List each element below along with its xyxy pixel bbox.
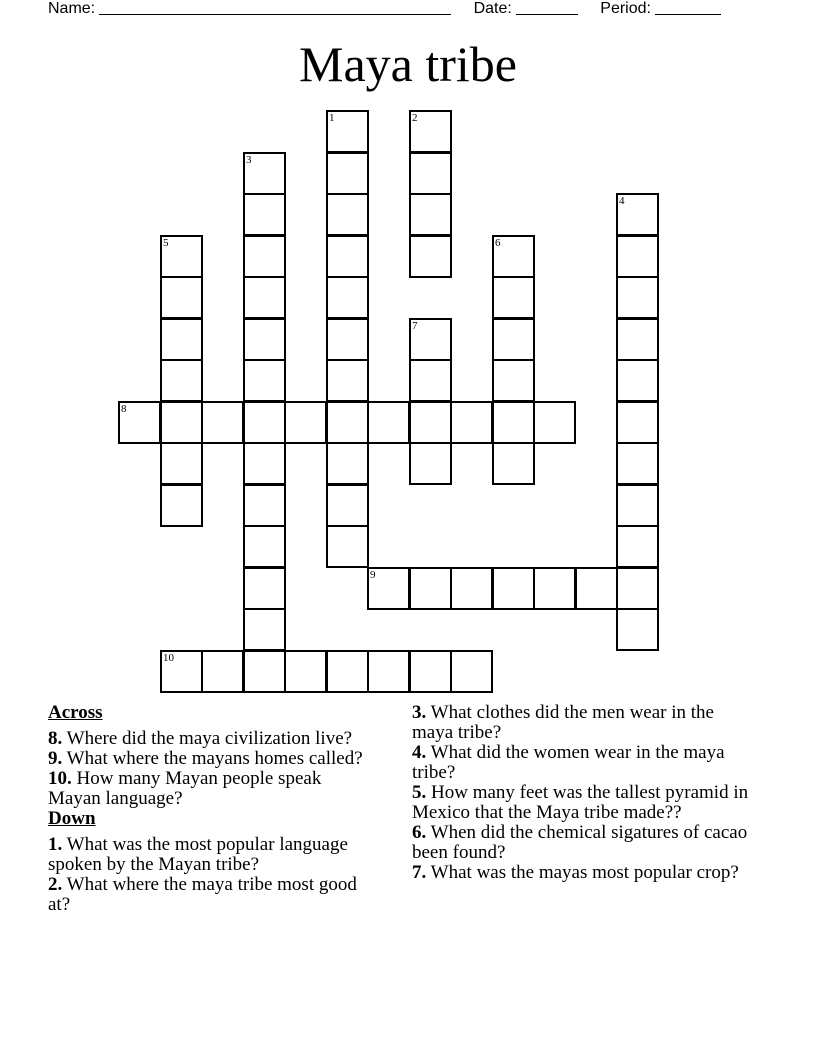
clue-down-1 xyxy=(48,835,368,875)
crossword-cell[interactable] xyxy=(492,567,535,610)
crossword-cell[interactable] xyxy=(118,401,161,444)
crossword-cell[interactable] xyxy=(326,318,369,361)
crossword-cell[interactable] xyxy=(284,401,327,444)
clue-across-9 xyxy=(48,749,368,769)
clue-text: What was the most popular language spoken by the Mayan tribe? xyxy=(48,834,348,875)
crossword-cell[interactable] xyxy=(616,401,659,444)
clue-text: Where did the maya civilization live? xyxy=(66,728,353,749)
clue-number: 9. xyxy=(48,748,63,769)
clue-number: 6. xyxy=(412,822,427,843)
crossword-cell[interactable] xyxy=(326,650,369,693)
crossword-cell[interactable] xyxy=(616,318,659,361)
clue-text: When did the chemical sigatures of cacao been found? xyxy=(412,822,748,863)
clue-text: How many Mayan people speak Mayan language? xyxy=(48,768,322,809)
clue-number: 1. xyxy=(48,834,63,855)
clue-number-label: 5 xyxy=(163,237,169,249)
crossword-cell[interactable] xyxy=(409,318,452,361)
crossword-cell[interactable] xyxy=(616,442,659,485)
crossword-cell[interactable] xyxy=(492,442,535,485)
crossword-cell[interactable] xyxy=(492,276,535,319)
crossword-cell[interactable] xyxy=(450,401,493,444)
clue-down-3 xyxy=(412,703,752,743)
crossword-cell[interactable] xyxy=(492,318,535,361)
crossword-cell[interactable] xyxy=(326,359,369,402)
crossword-cell[interactable] xyxy=(160,359,203,402)
clues-right-column xyxy=(412,703,752,883)
crossword-cell[interactable] xyxy=(243,567,286,610)
clue-down-7 xyxy=(412,863,752,883)
crossword-cell[interactable] xyxy=(326,193,369,236)
crossword-cell[interactable] xyxy=(326,276,369,319)
crossword-cell[interactable] xyxy=(409,650,452,693)
crossword-cell[interactable] xyxy=(409,359,452,402)
clue-number: 10. xyxy=(48,768,72,789)
clue-down-6 xyxy=(412,823,752,863)
clue-text: How many feet was the tallest pyramid in Mexico that the Maya tribe made?? xyxy=(412,782,749,823)
clue-down-4 xyxy=(412,743,752,783)
crossword-cell[interactable] xyxy=(409,442,452,485)
clue-number-label: 10 xyxy=(163,652,174,664)
crossword-cell[interactable] xyxy=(243,359,286,402)
crossword-cell[interactable] xyxy=(160,442,203,485)
crossword-cell[interactable] xyxy=(160,484,203,527)
crossword-cell[interactable] xyxy=(409,401,452,444)
crossword-cell[interactable] xyxy=(616,193,659,236)
clue-number: 8. xyxy=(48,728,63,749)
crossword-cell[interactable] xyxy=(492,401,535,444)
crossword-cell[interactable] xyxy=(243,276,286,319)
crossword-cell[interactable] xyxy=(243,608,286,651)
clue-number-label: 9 xyxy=(370,569,376,581)
crossword-cell[interactable] xyxy=(326,442,369,485)
clue-number: 7. xyxy=(412,862,427,883)
crossword-cell[interactable] xyxy=(160,235,203,278)
crossword-cell[interactable] xyxy=(326,484,369,527)
crossword-cell[interactable] xyxy=(243,152,286,195)
crossword-cell[interactable] xyxy=(409,152,452,195)
clue-number-label: 7 xyxy=(412,320,418,332)
clue-text: What where the maya tribe most good at? xyxy=(48,874,357,915)
crossword-cell[interactable] xyxy=(450,650,493,693)
clue-number-label: 4 xyxy=(619,195,625,207)
crossword-cell[interactable] xyxy=(367,650,410,693)
clue-number: 5. xyxy=(412,782,427,803)
crossword-cell[interactable] xyxy=(160,650,203,693)
crossword-cell[interactable] xyxy=(284,650,327,693)
clue-across-10 xyxy=(48,769,368,809)
crossword-cell[interactable] xyxy=(326,110,369,153)
clue-number-label: 8 xyxy=(121,403,127,415)
crossword-cell[interactable] xyxy=(492,359,535,402)
crossword-cell[interactable] xyxy=(243,650,286,693)
crossword-cell[interactable] xyxy=(160,401,203,444)
clue-number-label: 6 xyxy=(495,237,501,249)
page-title: Maya tribe xyxy=(299,36,517,92)
crossword-cell[interactable] xyxy=(243,401,286,444)
crossword-cell[interactable] xyxy=(326,401,369,444)
crossword-cell[interactable] xyxy=(616,567,659,610)
period-label: Period: xyxy=(600,0,651,17)
crossword-cell[interactable] xyxy=(243,193,286,236)
crossword-cell[interactable] xyxy=(616,276,659,319)
crossword-cell[interactable] xyxy=(450,567,493,610)
crossword-cell[interactable] xyxy=(367,401,410,444)
down-heading: Down xyxy=(48,808,96,829)
crossword-cell[interactable] xyxy=(326,152,369,195)
crossword-cell[interactable] xyxy=(616,235,659,278)
crossword-cell[interactable] xyxy=(616,525,659,568)
crossword-cell[interactable] xyxy=(533,567,576,610)
crossword-cell[interactable] xyxy=(367,567,410,610)
clues-left-column xyxy=(48,703,368,915)
clue-number-label: 1 xyxy=(329,112,335,124)
crossword-cell[interactable] xyxy=(533,401,576,444)
crossword-cell[interactable] xyxy=(243,442,286,485)
name-label: Name: xyxy=(48,0,96,17)
across-heading: Across xyxy=(48,702,103,723)
clue-number: 2. xyxy=(48,874,63,895)
clue-text: What was the mayas most popular crop? xyxy=(430,862,739,883)
crossword-cell[interactable] xyxy=(243,318,286,361)
crossword-cell[interactable] xyxy=(616,359,659,402)
crossword-cell[interactable] xyxy=(492,235,535,278)
clue-across-8 xyxy=(48,729,368,749)
crossword-cell[interactable] xyxy=(409,235,452,278)
crossword-cell[interactable] xyxy=(616,484,659,527)
crossword-cell[interactable] xyxy=(160,276,203,319)
date-label: Date: xyxy=(473,0,512,17)
crossword-cell[interactable] xyxy=(160,318,203,361)
clue-number: 4. xyxy=(412,742,427,763)
crossword-cell[interactable] xyxy=(409,567,452,610)
crossword-cell[interactable] xyxy=(616,608,659,651)
crossword-cell[interactable] xyxy=(326,235,369,278)
crossword-cell[interactable] xyxy=(243,235,286,278)
crossword-cell[interactable] xyxy=(575,567,618,610)
crossword-cell[interactable] xyxy=(409,110,452,153)
crossword-cell[interactable] xyxy=(201,401,244,444)
crossword-cell[interactable] xyxy=(243,484,286,527)
crossword-cell[interactable] xyxy=(409,193,452,236)
clue-text: What where the mayans homes called? xyxy=(66,748,363,769)
crossword-cell[interactable] xyxy=(326,525,369,568)
crossword-cell[interactable] xyxy=(201,650,244,693)
crossword-cell[interactable] xyxy=(243,525,286,568)
clue-down-5 xyxy=(412,783,752,823)
clue-down-2 xyxy=(48,875,368,915)
clue-number-label: 3 xyxy=(246,154,252,166)
clue-text: What clothes did the men wear in the maya tribe? xyxy=(412,702,714,743)
clue-number: 3. xyxy=(412,702,427,723)
clue-number-label: 2 xyxy=(412,112,418,124)
clue-text: What did the women wear in the maya tribe? xyxy=(412,742,725,783)
